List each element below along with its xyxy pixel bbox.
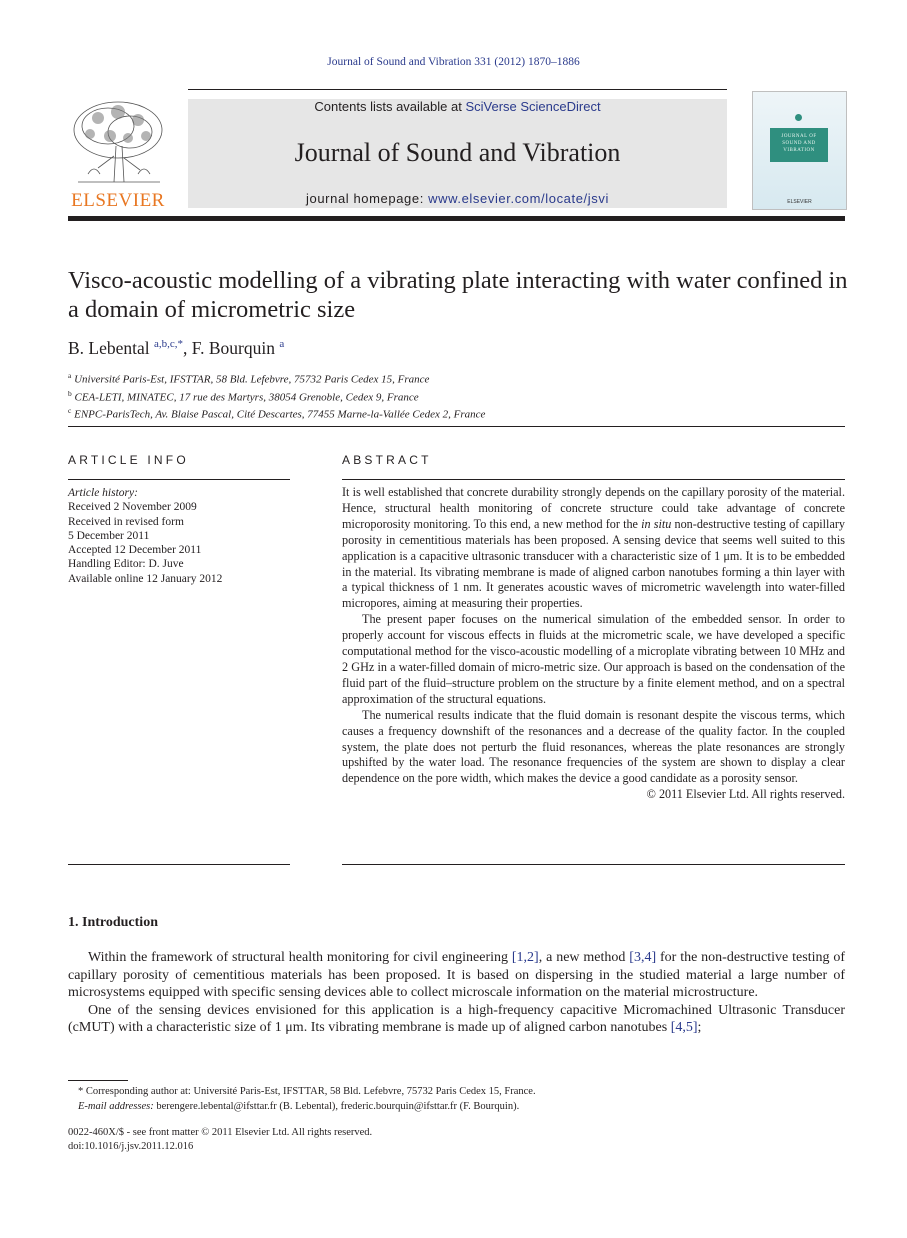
reference-link[interactable]: [1,2] [511,950,539,965]
abstract-copyright: © 2011 Elsevier Ltd. All rights reserved. [646,787,845,802]
history-item: 5 December 2011 [68,529,150,542]
abstract-paragraph: The numerical results indicate that the fluid domain is resonant despite the viscous terms, which causes a frequency downshift of the resonances and a decrease of the quality factor. In the coupled system, the plate does not perturb the fluid resonances, whereas the plate resonances are strongly upshifted by the water load. The resonance frequencies of the system are shown to display a clear dependence on the pore width, which makes the device a good candidate as a porosity sensor. [342,707,845,786]
elsevier-wordmark: ELSEVIER [71,190,165,211]
history-item: Available online 12 January 2012 [68,572,223,585]
affiliation-rule [68,426,845,427]
abstract-paragraph: The present paper focuses on the numerical simulation of the embedded sensor. In order to properly account for viscous effects in fluids at the micrometric scale, we have developed a specific computational method for the visco-acoustic modelling of a microplate vibrating between 10 MHz and 2 GHz in a water-filled domain of micro-metric size. Our approach is based on the condensation of the fluid part of the fluid–structure problem on the structure by a finite element method, and on a spectral approximation of the structural equations. [342,612,845,706]
email-note: E-mail addresses: berengere.lebental@ifsttar.fr (B. Lebental), frederic.bourquin@ifsttar.fr (F. Bourquin). [78,1101,520,1112]
affiliations [68,369,485,422]
footnote-rule [68,1080,128,1081]
abstract-heading: ABSTRACT [342,453,432,467]
history-label: Article history: [68,487,138,499]
affiliation-item: $^c$ ENPC-ParisTech, Av. Blaise Pascal, Cité Descartes, 77455 Marne-la-Vallée Cedex 2, France [68,406,486,421]
cover-emblem-icon [795,114,802,121]
reference-link[interactable]: [3,4] [629,950,657,965]
corresponding-author-note: * Corresponding author at: Université Paris-Est, IFSTTAR, 58 Bld. Lefebvre, 75732 Paris Cedex 15, France. [78,1086,536,1097]
footnotes [68,1084,845,1114]
history-item: Accepted 12 December 2011 [68,544,202,557]
history-item: Handling Editor: D. Juve [68,558,184,571]
homepage-line [188,191,727,206]
cover-line-1: JOURNAL OF [781,134,817,139]
author-separator: , [183,338,192,358]
section-heading-introduction: 1. Introduction [68,915,158,930]
reference-link[interactable]: [4,5] [670,1020,698,1035]
author-list [68,338,284,359]
abstract-body [342,485,845,803]
sciencedirect-link[interactable]: SciVerse ScienceDirect [465,99,601,114]
contents-prefix: Contents lists available at [314,99,466,114]
author-affil-marker[interactable]: a [279,338,285,351]
article-info-heading: ARTICLE INFO [68,453,189,467]
doi-line[interactable]: doi:10.1016/j.jsv.2011.12.016 [68,1141,194,1152]
article-info-rule [68,479,290,480]
abstract-paragraph: It is well established that concrete durability strongly depends on the capillary porosity of the material. Hence, structural health monitoring of concrete structure could take advantage of concrete microporosity monitoring. To this end, a new method for the in situ non-destructive testing of capillary porosity in cementitious materials has been proposed. A sensing device that seems well suited to this application is a capacitive ultrasonic transducer with a characteristic size of 1 μm. It is to be embedded in the material. Its vibrating membrane is made of aligned carbon nanotubes forming a thin layer with a typical thickness of 1 nm. It generates acoustic waves of micrometric wavelength into water-filled micropores, aiming at measuring their properties. [342,485,846,611]
homepage-prefix: journal homepage: [306,191,429,206]
journal-cover-thumbnail[interactable] [752,91,847,210]
homepage-link[interactable]: www.elsevier.com/locate/jsvi [428,191,609,206]
corresponding-star[interactable]: * [177,338,184,351]
cover-publisher: ELSEVIER [787,199,812,205]
body-paragraph: One of the sensing devices envisioned for this application is a high-frequency capacitive Micromachined Ultrasonic Transducer (cMUT) with a characteristic size of 1 μm. Its vibrating membrane is made up of aligned carbon nanotubes [4,5]; [68,1002,845,1035]
journal-title: Journal of Sound and Vibration [294,138,621,167]
author-name: F. Bourquin [191,338,275,358]
author-affil-marker[interactable]: a,b,c, [154,338,178,351]
header-thick-rule [68,216,845,221]
author-name: B. Lebental [68,338,150,358]
journal-citation[interactable]: Journal of Sound and Vibration 331 (2012) 1870–1886 [327,56,580,68]
history-item: Received in revised form [68,515,184,528]
cover-line-2: SOUND AND [782,141,816,146]
issn-line: 0022-460X/$ - see front matter © 2011 Elsevier Ltd. All rights reserved. [68,1127,373,1138]
article-history [68,486,290,586]
page-footer [68,1126,372,1154]
history-item: Received 2 November 2009 [68,501,197,514]
header-top-rule [188,89,727,90]
abstract-bottom-rule [342,864,845,865]
abstract-rule [342,479,845,480]
body-paragraph: Within the framework of structural health monitoring for civil engineering [1,2], a new method [3,4] for the non-destructive testing of capillary porosity of cementitious materials has been proposed. It is based on dispersing in the studied material a large number of microsystems equipped with specific sensing devices able to collect microscale information on the material microstructure. [68,950,846,1000]
affiliation-item: $^b$ CEA-LETI, MINATEC, 17 rue des Martyrs, 38054 Grenoble, Cedex 9, France [68,388,419,404]
introduction-body [68,949,845,1037]
article-info-bottom-rule [68,864,290,865]
affiliation-item: $^a$ Université Paris-Est, IFSTTAR, 58 Bld. Lefebvre, 75732 Paris Cedex 15, France [68,371,430,386]
cover-title-panel [770,128,828,162]
article-title: Visco-acoustic modelling of a vibrating plate interacting with water confined in a domain of micrometric size [68,267,848,323]
contents-line [188,99,727,114]
cover-line-3: VIBRATION [783,148,815,153]
